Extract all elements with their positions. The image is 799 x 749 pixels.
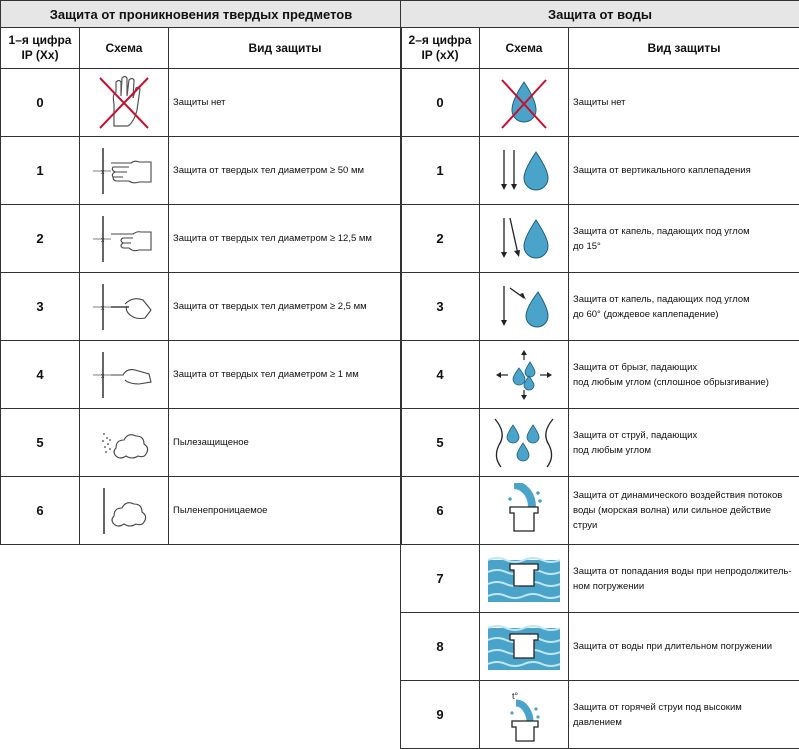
- digit: 1: [1, 137, 80, 205]
- digit: 7: [401, 545, 480, 613]
- description: Защита от твердых тел диаметром ≥ 12,5 мм: [169, 205, 402, 273]
- digit: 9: [401, 681, 480, 749]
- solid-row: [1, 205, 402, 273]
- water-row: [401, 205, 799, 273]
- description: Пылезащищеное: [169, 409, 402, 477]
- svg-text:x: x: [101, 237, 105, 244]
- svg-text:x: x: [101, 169, 105, 176]
- water-protection-table: [400, 0, 799, 749]
- wire-icon: [89, 350, 159, 400]
- solid-row: [1, 137, 402, 205]
- solid-scheme-header: Схема: [80, 28, 169, 69]
- description: Защита от вертикального каплепадения: [569, 137, 799, 205]
- solid-type-header: Вид защиты: [169, 28, 402, 69]
- crossed-hand-icon: [94, 74, 154, 132]
- solid-row: [1, 341, 402, 409]
- water-type-header: Вид защиты: [569, 28, 799, 69]
- water-row: [401, 681, 799, 749]
- digit: 2: [401, 205, 480, 273]
- hand-icon: [89, 146, 159, 196]
- solid-row: [1, 69, 402, 137]
- tool-icon: [89, 282, 159, 332]
- solid-row: [1, 409, 402, 477]
- vertical-drops-icon: [492, 144, 556, 198]
- hot-jet-icon: [492, 687, 556, 743]
- svg-text:x: x: [101, 373, 105, 380]
- water-row: [401, 69, 799, 137]
- continuous-immersion-icon: [488, 622, 560, 672]
- water-section-title: Защита от воды: [401, 1, 799, 28]
- description: Защита от капель, падающих под углом до 15°: [569, 205, 799, 273]
- water-row: [401, 137, 799, 205]
- digit: 5: [401, 409, 480, 477]
- description: Защиты нет: [169, 69, 402, 137]
- solid-row: [1, 273, 402, 341]
- description: Пыленепроницаемое: [169, 477, 402, 545]
- description: Защита от брызг, падающих под любым углом (сплошное обрызгивание): [569, 341, 799, 409]
- digit: 8: [401, 613, 480, 681]
- digit: 0: [1, 69, 80, 137]
- water-row: [401, 545, 799, 613]
- powerful-jet-icon: [492, 483, 556, 539]
- water-digit-header: 2–я цифра IP (xX): [401, 28, 480, 69]
- description: Защита от капель, падающих под углом до 60° (дождевое каплепадение): [569, 273, 799, 341]
- digit: 1: [401, 137, 480, 205]
- digit: 2: [1, 205, 80, 273]
- digit: 4: [401, 341, 480, 409]
- digit: 3: [401, 273, 480, 341]
- water-row: [401, 341, 799, 409]
- water-scheme-header: Схема: [480, 28, 569, 69]
- drops-60deg-icon: [492, 280, 556, 334]
- description: Защита от твердых тел диаметром ≥ 2,5 мм: [169, 273, 402, 341]
- solid-protection-table: [0, 0, 402, 545]
- description: Защита от горячей струи под высоким давлением: [569, 681, 799, 749]
- description: Защита от динамического воздействия потоков воды (морская волна) или сильное действие струи: [569, 477, 799, 545]
- description: Защиты нет: [569, 69, 799, 137]
- drops-15deg-icon: [492, 212, 556, 266]
- dust-barrier-icon: [94, 486, 154, 536]
- water-row: [401, 613, 799, 681]
- svg-text:x: x: [101, 305, 105, 312]
- dust-cloud-icon: [94, 418, 154, 468]
- description: Защита от попадания воды при непродолжитель- ном погружении: [569, 545, 799, 613]
- temperature-label: t°: [512, 691, 519, 701]
- water-row: [401, 409, 799, 477]
- digit: 4: [1, 341, 80, 409]
- water-jets-icon: [489, 415, 559, 471]
- digit: 5: [1, 409, 80, 477]
- solid-row: [1, 477, 402, 545]
- solid-digit-header: 1–я цифра IP (Xx): [1, 28, 80, 69]
- splash-icon: [492, 348, 556, 402]
- description: Защита от твердых тел диаметром ≥ 50 мм: [169, 137, 402, 205]
- digit: 6: [1, 477, 80, 545]
- digit: 3: [1, 273, 80, 341]
- digit: 0: [401, 69, 480, 137]
- water-row: [401, 477, 799, 545]
- temporary-immersion-icon: [488, 554, 560, 604]
- finger-icon: [89, 214, 159, 264]
- description: Защита от струй, падающих под любым углом: [569, 409, 799, 477]
- digit: 6: [401, 477, 480, 545]
- description: Защита от твердых тел диаметром ≥ 1 мм: [169, 341, 402, 409]
- water-row: [401, 273, 799, 341]
- solid-section-title: Защита от проникновения твердых предметов: [1, 1, 402, 28]
- crossed-drop-icon: [494, 74, 554, 132]
- description: Защита от воды при длительном погружении: [569, 613, 799, 681]
